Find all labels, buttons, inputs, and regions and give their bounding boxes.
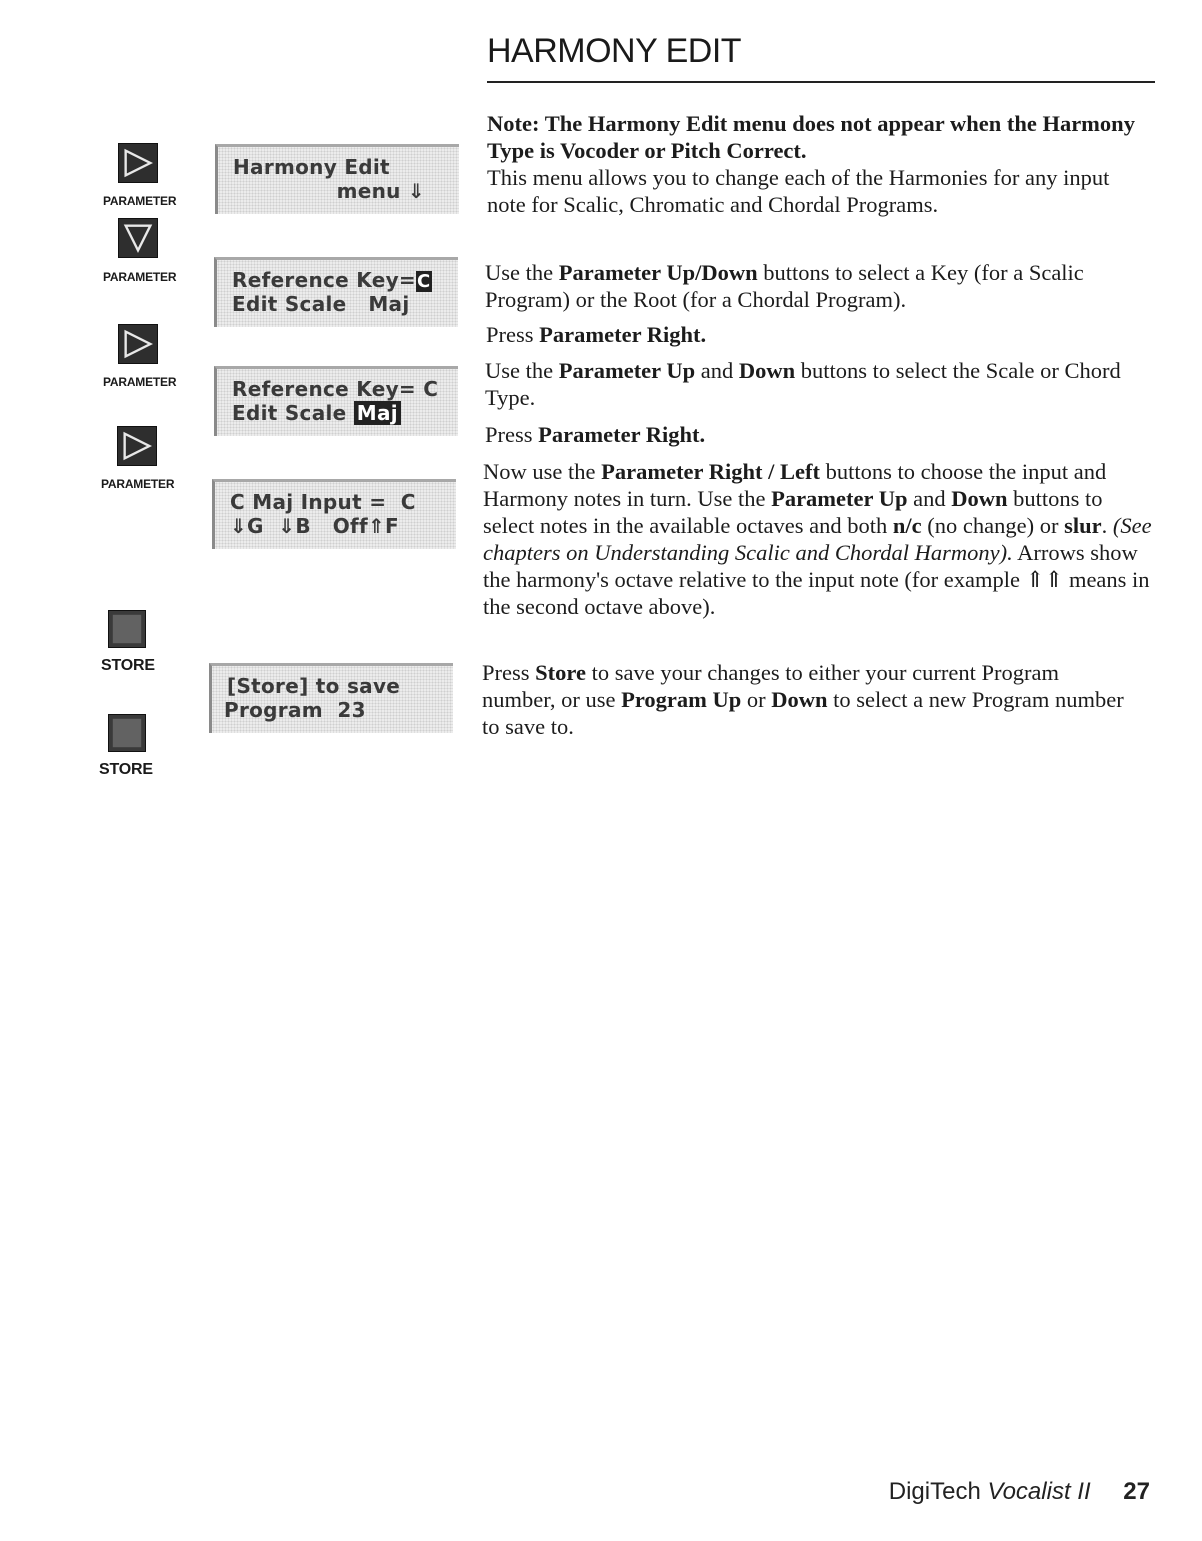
lcd-display [209, 663, 453, 733]
text-run: and [695, 358, 739, 383]
text-run: Press [482, 660, 536, 685]
instruction-paragraph [485, 357, 1157, 411]
lcd-line-2: Program 23 [224, 698, 366, 722]
instruction-paragraph [486, 321, 1146, 348]
text-run-bold: slur [1064, 513, 1102, 538]
parameter-label: PARAMETER [103, 270, 177, 284]
text-run-bold: Parameter Up/Down [558, 260, 758, 285]
note-text: This menu allows you to change each of the Harmonies for any input note for Scalic, Chromatic and Chordal Programs. [487, 165, 1110, 217]
parameter-label: PARAMETER [103, 375, 177, 389]
lcd-line-1: Harmony Edit [233, 155, 390, 179]
store-label: STORE [99, 761, 153, 778]
lcd-display [214, 257, 458, 327]
footer-product: Vocalist II [987, 1478, 1091, 1505]
lcd-line-1: [Store] to save [227, 674, 401, 698]
text-run-bold: Down [738, 358, 796, 383]
instruction-paragraph [485, 421, 1145, 448]
lcd-cursor-highlight: C [417, 271, 431, 292]
parameter-right-icon [118, 143, 158, 183]
text-run: Use the [485, 358, 559, 383]
note-bold-text: Note: The Harmony Edit menu does not appear when the Harmony Type is Vocoder or Pitch Correct. [487, 111, 1135, 163]
text-run: Press [486, 322, 540, 347]
text-run-bold: Parameter Up [558, 358, 696, 383]
instruction-paragraph [485, 259, 1115, 313]
lcd-line-2: ⇓G ⇓B Off⇑F [230, 514, 400, 538]
parameter-right-icon [117, 426, 157, 466]
text-run: buttons to select the Scale or Chord Type. [485, 358, 1121, 410]
parameter-right-icon [118, 324, 158, 364]
text-run-bold: Down [951, 486, 1008, 511]
text-run-bold: Parameter Right. [539, 322, 707, 347]
page-footer [889, 1478, 1150, 1506]
instruction-paragraph [482, 659, 1132, 740]
text-run: Arrows show the harmony's octave relative to the input note (for example ⇑⇑ means in the second octave above). [483, 540, 1150, 619]
text-run-bold: Parameter Right. [538, 422, 706, 447]
text-run-bold: n/c [892, 513, 922, 538]
lcd-display [215, 144, 459, 214]
lcd-line-1 [232, 268, 432, 294]
text-run: Use the [485, 260, 559, 285]
text-run: buttons to select a Key (for a Scalic Program) or the Root (for a Chordal Program). [485, 260, 1084, 312]
store-icon [108, 714, 146, 752]
text-run-bold: Store [535, 660, 586, 685]
lcd-line-1-text: Reference Key= [232, 268, 416, 292]
lcd-cursor-highlight: Maj [354, 401, 401, 425]
text-run-bold: Parameter Right / Left [601, 459, 820, 484]
page-title: HARMONY EDIT [487, 32, 742, 70]
store-icon [108, 610, 146, 648]
text-run: Press [485, 422, 539, 447]
text-run: (no change) or [921, 513, 1065, 538]
lcd-line-1: C Maj Input = C [230, 490, 416, 514]
parameter-down-icon [118, 218, 158, 258]
text-run-italic: (See chapters on Understanding Scalic and Chordal Harmony). [483, 513, 1152, 565]
title-rule [487, 81, 1155, 83]
lcd-line-2 [232, 401, 401, 425]
lcd-display [214, 366, 458, 436]
text-run: and [907, 486, 952, 511]
note-paragraph [487, 110, 1147, 218]
text-run-bold: Parameter Up [771, 486, 908, 511]
instruction-paragraph [483, 458, 1155, 620]
text-run: to save your changes to either your current Program number, or use [482, 660, 1059, 712]
parameter-label: PARAMETER [103, 194, 177, 208]
page-number: 27 [1123, 1478, 1150, 1505]
parameter-label: PARAMETER [101, 477, 175, 491]
text-run: or [741, 687, 772, 712]
lcd-display [212, 479, 456, 549]
text-run: . [1101, 513, 1113, 538]
lcd-line-2: Edit Scale Maj [232, 292, 410, 316]
lcd-line-1: Reference Key= C [232, 377, 439, 401]
text-run: Now use the [483, 459, 602, 484]
lcd-line-2-text: Edit Scale [232, 401, 354, 425]
text-run: buttons to select notes in the available octaves and both [483, 486, 1103, 538]
text-run-bold: Program Up [621, 687, 742, 712]
text-run-bold: Down [771, 687, 828, 712]
text-run: to select a new Program number to save to. [482, 687, 1124, 739]
store-label: STORE [101, 657, 155, 674]
lcd-line-2: menu ⇓ [336, 179, 425, 203]
text-run: buttons to choose the input and Harmony notes in turn. Use the [483, 459, 1107, 511]
footer-brand: DigiTech [888, 1478, 981, 1505]
